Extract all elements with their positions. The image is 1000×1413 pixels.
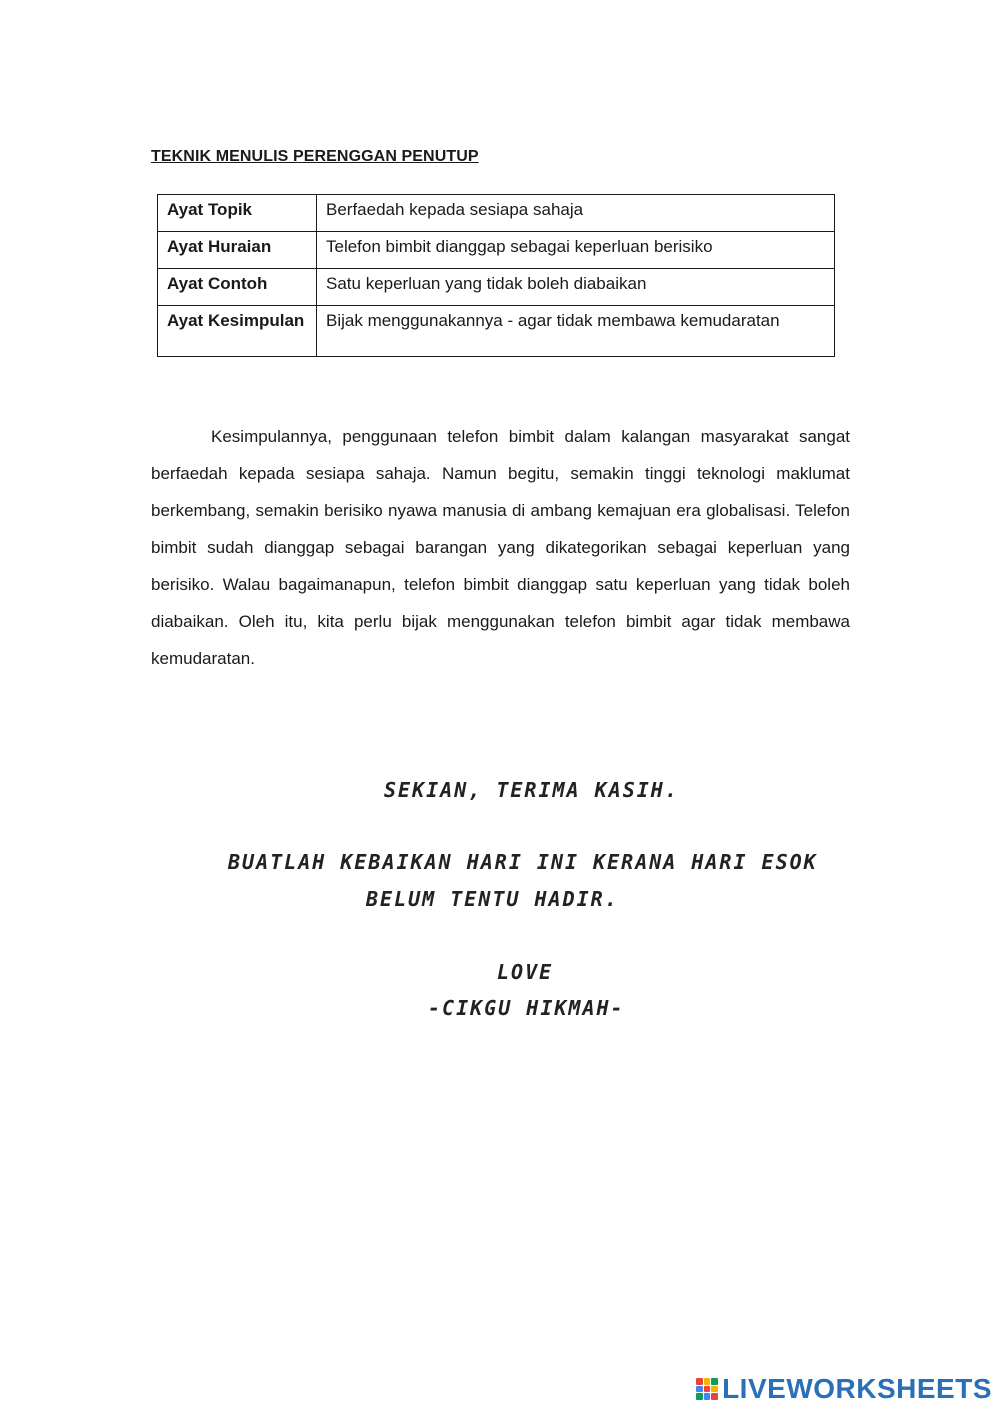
table-row-label: Ayat Topik: [158, 195, 317, 232]
closing-motto-line2: BELUM TENTU HADIR.: [366, 887, 619, 911]
table-row-content: Satu keperluan yang tidak boleh diabaikan: [317, 269, 835, 306]
conclusion-paragraph: Kesimpulannya, penggunaan telefon bimbit dalam kalangan masyarakat sangat berfaedah kepada sesiapa sahaja. Namun begitu, semakin tinggi teknologi maklumat berkembang, semakin berisiko nyawa manusia di ambang kemajuan era globalisasi. Telefon bimbit sudah dianggap sebagai barangan yang dikategorikan sebagai keperluan yang berisiko. Walau bagaimanapun, telefon bimbit dianggap satu keperluan yang tidak boleh diabaikan. Oleh itu, kita perlu bijak menggunakan telefon bimbit agar tidak membawa kemudaratan.: [151, 427, 850, 668]
table-row-label: Ayat Huraian: [158, 232, 317, 269]
technique-table: [157, 194, 835, 357]
closing-love: LOVE: [497, 960, 554, 984]
table-row-content: Telefon bimbit dianggap sebagai keperluan berisiko: [317, 232, 835, 269]
table-row: [158, 232, 835, 269]
closing-thanks: SEKIAN, TERIMA KASIH.: [384, 778, 679, 802]
liveworksheets-brand[interactable]: [696, 1373, 992, 1405]
table-row-content: Bijak menggunakannya - agar tidak membawa kemudaratan: [317, 306, 835, 357]
liveworksheets-logo-icon: [696, 1378, 718, 1400]
table-row-label: Ayat Kesimpulan: [158, 306, 317, 357]
table-row: [158, 306, 835, 357]
liveworksheets-wordmark: LIVEWORKSHEETS: [722, 1373, 992, 1404]
closing-motto-line1: BUATLAH KEBAIKAN HARI INI KERANA HARI ESOK: [228, 850, 818, 874]
table-row-label: Ayat Contoh: [158, 269, 317, 306]
closing-signature: -CIKGU HIKMAH-: [428, 996, 625, 1020]
table-row: [158, 195, 835, 232]
table-row-content: Berfaedah kepada sesiapa sahaja: [317, 195, 835, 232]
document-heading: TEKNIK MENULIS PERENGGAN PENUTUP: [151, 148, 479, 165]
table-row: [158, 269, 835, 306]
